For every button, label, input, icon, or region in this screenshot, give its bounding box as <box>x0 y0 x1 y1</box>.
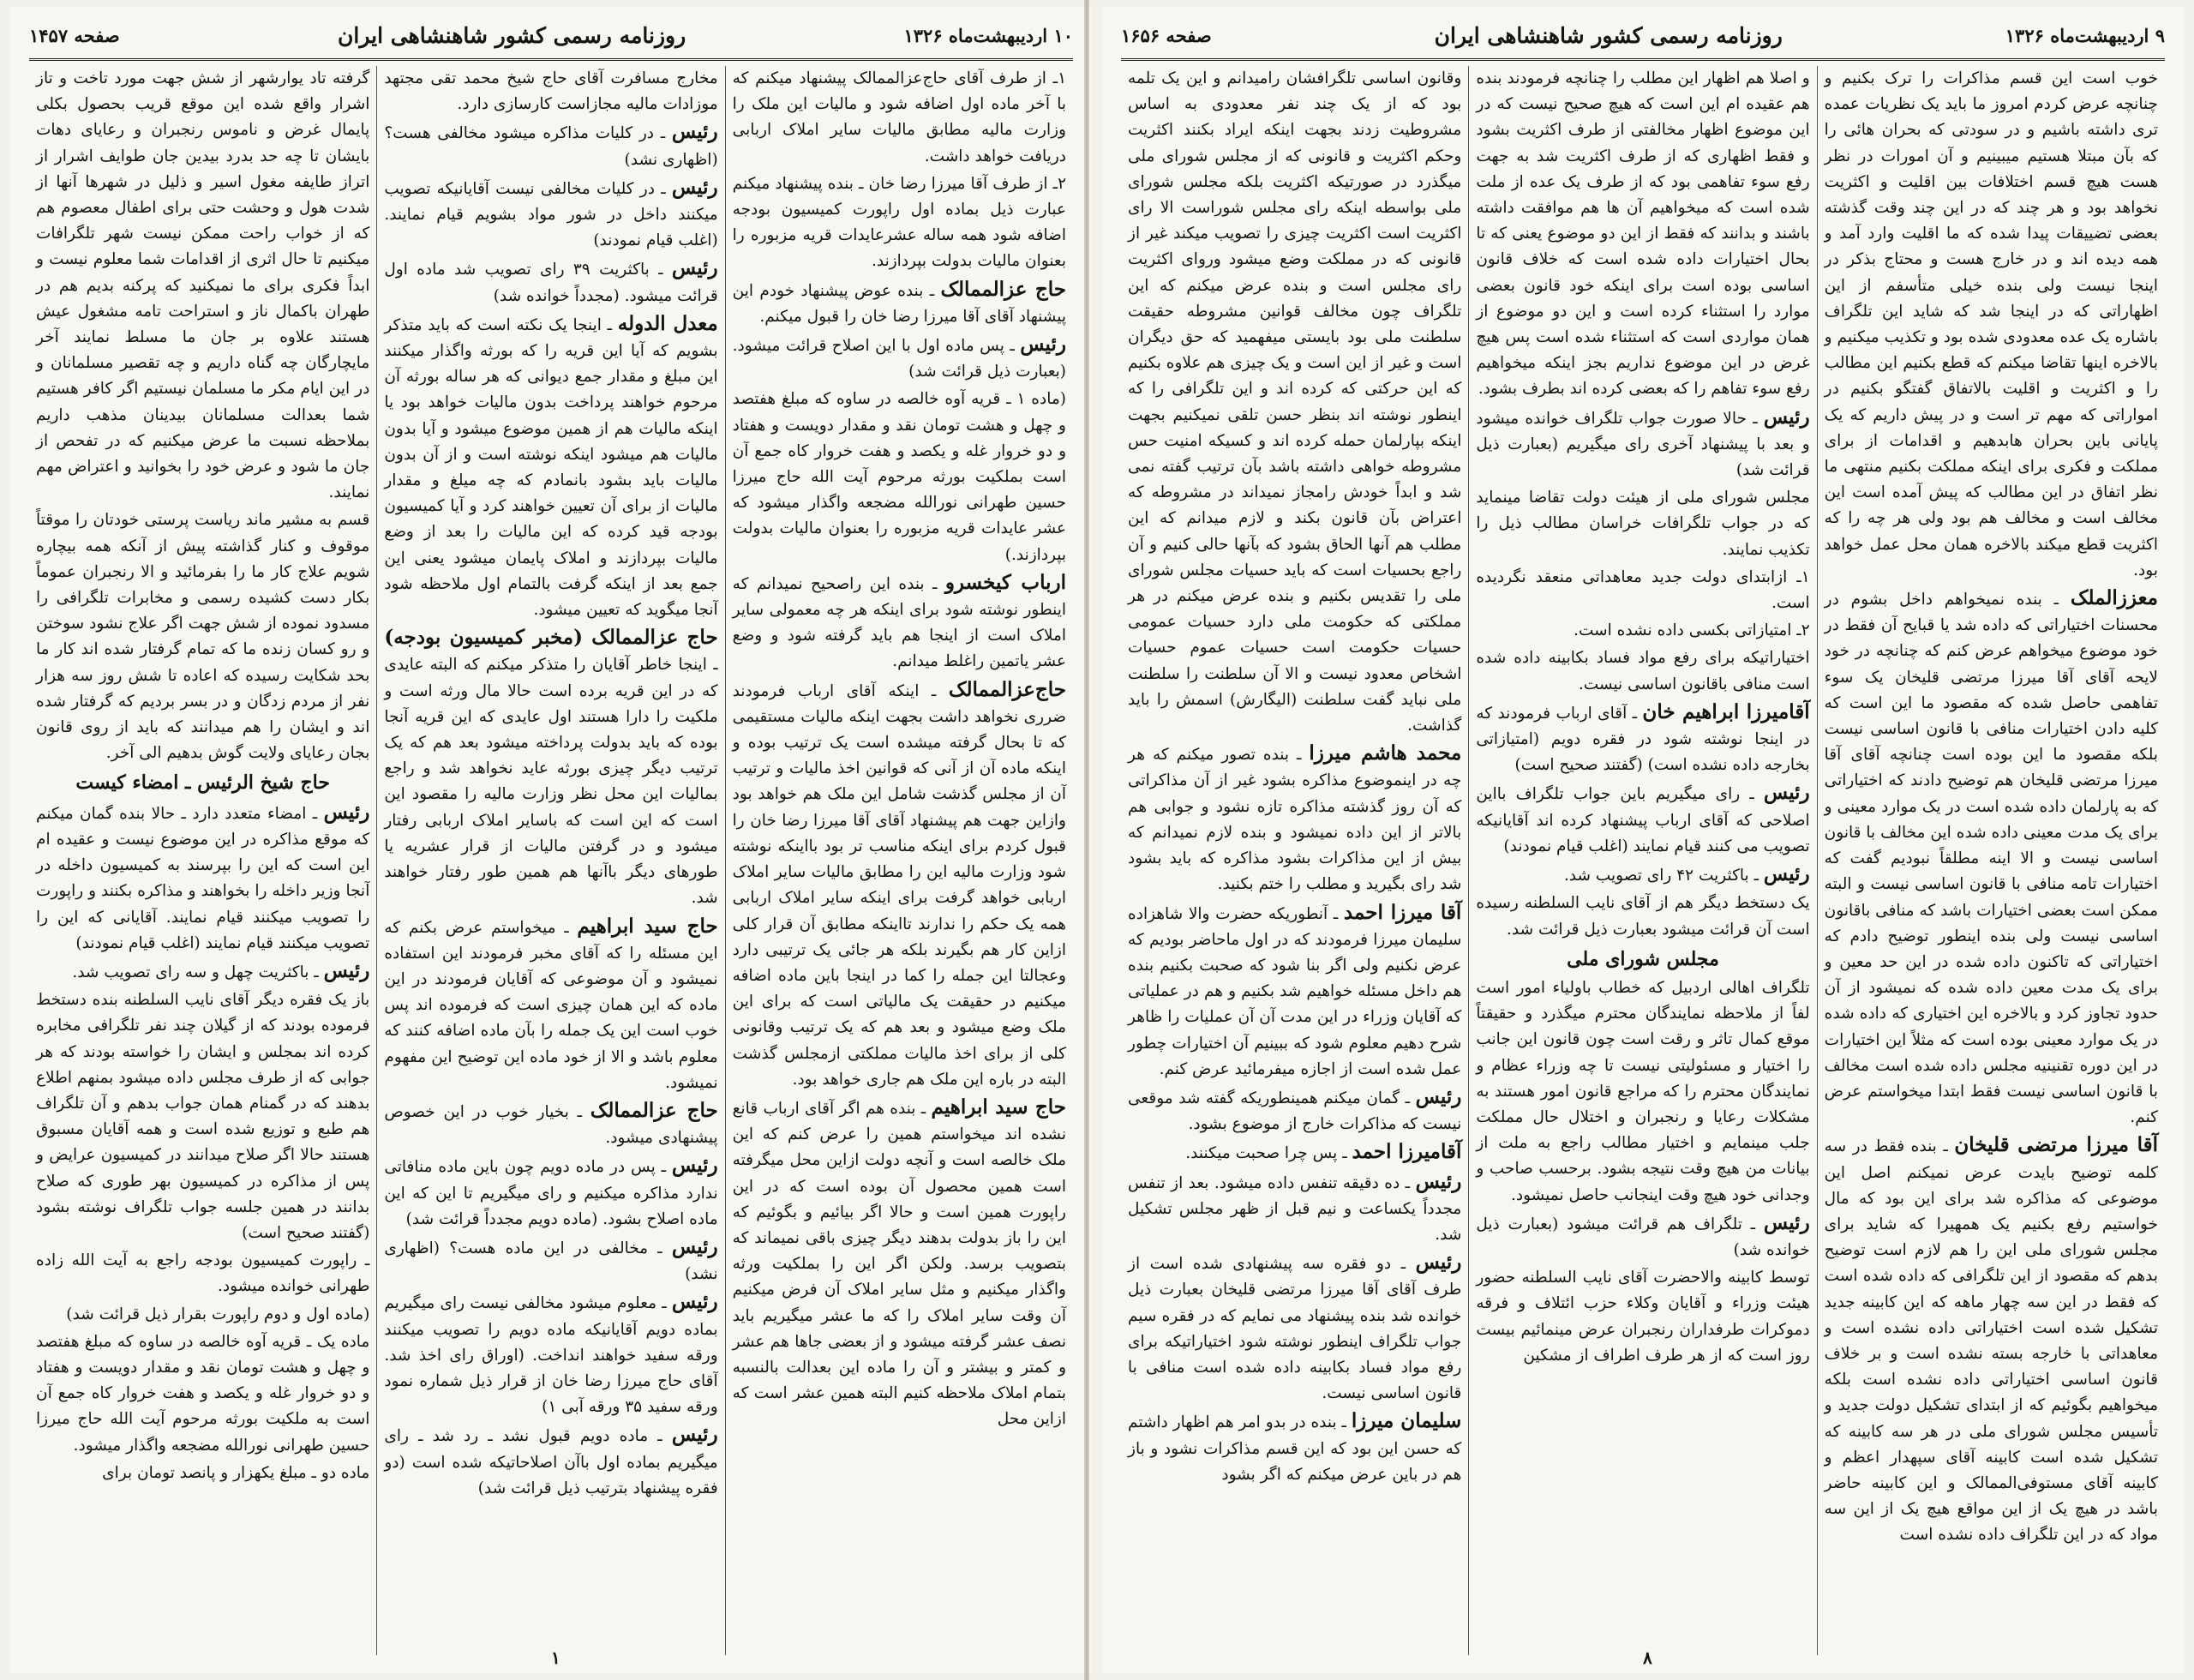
right-page-column-3 <box>1121 66 1468 1655</box>
article-paragraph <box>1476 405 1809 484</box>
speaker-name: آقا میرزا مرتضی قلیخان <box>1954 1133 2158 1157</box>
paragraph-text: اختیاراتیکه برای رفع مواد فساد بکابینه داده شده است منافی باقانون اساسی نیست. <box>1476 649 1810 693</box>
left-page-columns <box>29 66 1073 1655</box>
paragraph-text: ۲ـ از طرف آقا میرزا رضا خان ـ بنده پیشنهاد میکنم عبارت ذیل بماده اول راپورت کمیسیون بودجه اضافه شود همه ساله عشرعایدات قریه مزبوره را بعنوان مالیات بدولت بپردازند. <box>732 174 1066 271</box>
speaker-name: حاج عزالممالک <box>940 277 1067 301</box>
article-paragraph <box>384 625 717 911</box>
article-paragraph <box>384 175 717 255</box>
article-paragraph <box>36 1329 369 1459</box>
article-paragraph <box>1476 861 1809 889</box>
right-page-footer-number: ۸ <box>1643 1647 1652 1668</box>
paragraph-text: توسط کابینه والاحضرت آقای نایب السلطنه حضور هیئت وزراء و آقایان وکلاء حزب ائتلاف و فرقه دموکرات طرفداران رنجبران عرض مینمائیم بیست روز است که از هر طرف اطراف از مشکین <box>1476 1269 1810 1365</box>
paragraph-text: ـ در کلیات مذاکره میشود مخالفی هست؟ (اظهاری نشد) <box>384 124 718 169</box>
paragraph-text: ـ اینکه آقای ارباب فرمودند ضرری نخواهد داشت بجهت اینکه مالیات مستقیمی که تا بحال گرفته میشده است یک ترتیب بوده و اینکه ماده آن از آنی که قوانین اخذ مالیات و ترتیب آن از مجلس گذشت شامل این ملک هم خواهد بود وازاین جهت هم پیشنهاد آقای آقا میرزا رضا خان را قبول کردم برای اینکه مناسب تر بود بااینکه نوشته شود وزارت مالیه این را مطابق مالیات سایر املاک اربابی خواهد گرفت برای اینکه سایر املاک اربابی همه یک حکم را ندارند تااینکه مطابق آن قرار کلی ازاین کار هم بگیرند بلکه هر جائی یک ترتیبی دارد وعجالتا این جمله را کما در اینجا باین ماده اضافه میکنیم در حقیقت یک مالیاتی است که برای این ملک وضع میشود و بعد هم که یک ترتیب وقانونی کلی از برای اخذ مالیات مملکتی ازمجلس گذشت البته در باره این ملک هم جاری خواهد بود. <box>732 681 1066 1089</box>
paragraph-text: ـ بنده تصور میکنم که هر چه در اینموضوع مذاکره بشود غیر از آن مذاکراتی که آن روز گذشته مذاکره تازه نشود و جوابی هم بالاتر از این داده نمیشود و بنده لازم نمیدانم که بیش از این مذاکرات بشود مذاکره که باید بشود شد رای بگیرید و مطلب را ختم بکنید. <box>1128 746 1462 894</box>
speaker-name: رئیس <box>1763 781 1810 805</box>
right-page-header <box>1121 12 2165 61</box>
speaker-name: رئیس <box>1415 1169 1462 1193</box>
right-page-column-2 <box>1468 66 1816 1655</box>
paragraph-text: ـ بنده هم اگر آقای ارباب قانع نشده اند میخواستم همین را عرض کنم که این ملک خالصه است و آنچه دولت ازاین محل میگرفته است همین محصول آن بوده است که در این راپورت همین است و حالا اگر بیائیم و بگوئیم که این را باز بدولت بدهند دیگر چیزی باقی نمیماند که بتصویب برسد. ولکن اگر این را بملکیت ورثه واگذار میکنیم و مثل سایر املاک آن فرض میکنیم آن وقت سایر املاک را که ما عشر میگیریم باید نصف عشر گرفته میشود و از بعضی جاها هم عشر و کمتر و بیشتر و آن را ماده این بعدالت بالنسبه بتمام املاک ملاحظه کنیم البته همین عشر است که ازاین محل <box>732 1099 1066 1429</box>
paragraph-text: ـ بنده فقط در سه کلمه توضیح بایدت عرض نمیکنم اصل این موضوعی که مذاکره شد برای این بود که مال خواستیم رفع بکنیم یک همهیرا که شاید برای مجلس شورای ملی این را هم لازم است توضیح بدهم که مقصود از این تلگرافی که داده شده است که فقط در این سه چهار ماهه که این کابینه جدید تشکیل شده است اختیاراتی داده نشده است و معاهداتی با خارجه بسته نشده است و بر خلاف قانون اساسی اختیاراتی داده نشده است بلکه میخواهیم بگوئیم که از ابتدای تشکیل دولت جدید و تأسیس مجلس شورای ملی در هر سه کابینه که تشکیل شده است کابینه آقای سپهدار اعظم و کابینه آقای مستوفی‌الممالک و این کابینه حاضر باشد در هیچ یک از این مواقع هیچ یک از این سه مواد که در این تلگراف داده نشده است <box>1824 1137 2158 1545</box>
article-paragraph <box>384 914 717 1096</box>
speaker-name: حاج سید ابراهیم <box>931 1095 1067 1119</box>
left-page-header <box>29 12 1073 61</box>
article-paragraph <box>1128 741 1461 897</box>
left-page-number: صفحه ۱۴۵۷ <box>29 24 120 46</box>
article-paragraph <box>1128 1169 1461 1249</box>
article-paragraph <box>1476 485 1809 563</box>
article-paragraph <box>1476 1210 1809 1263</box>
article-paragraph <box>384 1234 717 1287</box>
article-paragraph <box>1128 900 1461 1083</box>
article-paragraph <box>1476 780 1809 860</box>
speaker-name: حاج سید ابراهیم <box>577 914 718 938</box>
right-page <box>1102 7 2184 1673</box>
article-paragraph <box>733 677 1066 1093</box>
article-paragraph <box>384 255 717 309</box>
article-paragraph <box>384 311 717 623</box>
paragraph-text: ـ باکثریت چهل و سه رای تصویب شد. <box>72 963 319 981</box>
paragraph-text: ـ در کلیات مخالفی نیست آقایانیکه تصویب میکنند داخل در شور مواد بشویم قیام نمایند. (اغلب قیام نمودند) <box>384 179 718 250</box>
speaker-name: رئیس <box>1763 405 1810 429</box>
article-paragraph <box>1476 565 1809 616</box>
article-paragraph <box>733 387 1066 567</box>
speaker-name: حاج عزالممالک (مخبر کمیسیون بودجه) <box>384 626 718 650</box>
paragraph-text: ـ بنده نمیخواهم داخل بشوم در محسنات اختیاراتی که داده شد یا قبایح آن فقط در خود موضوع میخواهم عرض کنم که چنانچه در خود لایحه آقای آقا میرزا مرتضی قلیخان یک سوء تفاهمی حاصل شده که مقصود ما این است که کلیه دادن اختیارات منافی با قانون اساسی نیست بلکه مقصود ما این بوده است چنانچه آقای آقا میرزا مرتضی قلیخان هم توضیح دادند که اختیاراتی که به پارلمان داده شده است در یک موارد معینی و برای یک مدت معینی داده شده این مخالف با قانون اساسی نیست و الا اینه مطلقاً نبودیم گفت که اختیارات تامه منافی با قانون اساسی نیست و البته ممکن است بعضی اختیارات باشد که منافی باقانون اساسی نیست ولی بنده اینطور توضیح دادم که اختیاراتی که تاکنون داده شده در این حد معین و برای یک مدت معین داده شده که نمیشود از آن حدود تجاوز کرد و بالاخره این اختیاری که داده شده در یک موارد معینی بوده است که مثلاً این اختیارات در این دوره تقنینیه مجلس داده شده است مخالف با قانون اساسی نیست فقط ابتدا میخواستم عرض کنم. <box>1824 591 2158 1127</box>
article-paragraph <box>1128 1084 1461 1137</box>
right-page-number: صفحه ۱۶۵۶ <box>1121 24 1212 46</box>
speaker-name: معدل الدوله <box>617 311 718 335</box>
paragraph-text: ۱ـ ازابتدای دولت جدید معاهداتی منعقد نگردیده است. <box>1476 567 1810 613</box>
paragraph-text: ـ بنده عوض پیشنهاد خودم این پیشنهاد آقای آقا میرزا رضا خان را قبول میکنم. <box>732 281 1066 326</box>
speaker-name: رئیس <box>671 175 718 199</box>
paragraph-text: خوب است این قسم مذاکرات را ترک بکنیم و چنانچه عرض کردم امروز ما باید یک نظریات عمده تری داشته باشیم و در سودتی که بحران هائی را که بآن مبتلا هستیم میبینیم و آن امورات در نظر هست هیچ قسم اختلافات بین اقلیت و اکثریت نخواهد بود و هر چند که در این چند وقت گذشته بعضی تضییقات پیدا شده که ما اقلیت وارد آمد و همه دیده اند و در خارج هست و محتاج بذکر در اینجا نیست ولی بنده خیلی متأسفم از این اظهاراتی که در اینجا شد که شاید این تلگراف باشاره یک عده معدودی شده بود و تکذیب میکنیم و بالاخره اینها تقاضا میکنم که قطع بکنیم این مطالب را و اکثریت و اقلیت بالاتفاق گفتگو بکنیم در امواراتی که مهم تر است و در پیش داریم که یک پایانی باین بحران هابدهیم و اقدامات از برای مملکت و فکری برای اینکه مملکت بکنیم منتهی ما نظر اتفاق در این مطالب که پیش آمده است این مخالف است و مخالف هم بود ولی هر چه را که اکثریت قطع میکند بالاخره همان محل عمل خواهد بود. <box>1824 69 2158 579</box>
paragraph-text: گرفته تاد یوارشهر از شش جهت مورد تاخت و تاز اشرار واقع شده این موقع قریب بحصول بکلی پایمال غرض و ناموس رنجبران و رعایای دهات بایشان تا چه حد بدرد بیدین جان طوایف اشرار از اتراز طایفه مغول اسیر و ذلیل در شهرها آنها از شدت هول و وحشت حتی برای اطفال معصوم هم که از خواب راحت ممکن نیست شهر تلگرافات میکنیم تا حال اثری از اقدامات شما معلوم نیست و ابداً فکری برای ما نمیکنید که پرکنه بدیم هم در طهران باکمال ناز و استراحت تامه مشغول عیش هستند علاوه بر جان ما مسلط نمایند آخر مایچارگان چه گناه داریم و چه تقصیر مسلمانان و در این ایام مکر ما مسلمان نیستیم اگر کافر هستیم شما بعدالت مسلمانان بیدینان مذهب داریم بملاحظه نسبت ما عرض میکنیم که در تفحص از جان ما شود و عرض خود را بخوانید و اعتراض مهم نمایند. <box>36 69 370 502</box>
article-paragraph <box>384 66 717 117</box>
paragraph-text: ـ بنده این راصحیح نمیدانم که اینطور نوشته شود برای اینکه هر چه معمولی سایر املاک است از اینجا هم باید گرفته شود و وضع عشر یاتمین راغلط میدانم. <box>732 574 1066 671</box>
speaker-name: رئیس <box>671 120 718 144</box>
right-page-columns <box>1121 66 2165 1655</box>
speaker-name: رئیس <box>1415 1084 1462 1108</box>
paragraph-text: قسم به مشیر ماند ریاست پرستی خودتان را موقتاً موقوف و کنار گذاشته پیش از آنکه همه بیچاره شویم علاج کار ما را بفرمائید و الا رنجبران عموماً بکار دست کشیده رسمی و مخابرات تلگرافی را مسدود نموده از شش جهت اگر علاج نشود سوختن و رو کسان زنده ما که تمام گرفتار شده اند کار ما بحد شکایت رسیده که اعاده تا شش روز سه هزار نفر از مردم زدگان و در بسر بردیم که گرفتار شده اند و ایشان را هم میدانند که باید از روی قانون بجان رعایای ولایت گوش بدهیم الی آخر. <box>36 511 370 763</box>
paragraph-text: ـ ماده دویم قبول نشد ـ رد شد ـ رای میگیریم بماده اول باآن اصلاحاتیکه شده است (دو فقره پیشنهاد بترتیب ذیل قرائت شد) <box>384 1427 718 1497</box>
paragraph-text: ـ اینجا خاطر آقایان را متذکر میکنم که البته عایدی که در این قریه برده است حالا مال ورثه است و ملکیت را دارا هستند اول عایدی که این قریه آنجا بوده که باید بدولت پرداخته میشود بعد هم که یک ترتیب دیگر چیزی بورثه عاید نخواهد شد و راجع بمالیات این محل نظر وزارت مالیه را مقصود این است که این است که باسایر املاک اربابی رفتار میشود و در گرفتن مالیات از قرار عشریه یا طورهای دیگر باآنها هم همین طور رفتار خواهند شد. <box>384 656 718 908</box>
paragraph-text: یک دستخط دیگر هم از آقای نایب السلطنه رسیده است آن قرائت میشود بعبارت ذیل قرائت شد. <box>1476 894 1810 939</box>
article-paragraph <box>384 119 717 172</box>
article-paragraph <box>1476 975 1809 1209</box>
left-page-column-3 <box>29 66 376 1655</box>
speaker-name: رئیس <box>671 1423 718 1447</box>
left-page-column-1 <box>725 66 1073 1655</box>
paragraph-text: ـ حالا صورت جواب تلگراف خوانده میشود و بعد با پیشنهاد آخری رای میگیریم (بعبارت ذیل قرائت شد) <box>1476 409 1810 480</box>
speaker-name: سلیمان میرزا <box>1351 1409 1462 1433</box>
paragraph-text: ۲ـ امتیازاتی بکسی داده نشده است. <box>1574 621 1810 640</box>
speaker-name: آقامیرزا ابراهیم خان <box>1642 699 1810 723</box>
left-page-masthead: روزنامه رسمی کشور شاهنشاهی ایران <box>338 22 686 48</box>
article-paragraph <box>733 171 1066 275</box>
speaker-name: آقامیرزا احمد <box>1352 1140 1462 1164</box>
article-paragraph <box>733 277 1066 330</box>
article-paragraph <box>1825 585 2158 1131</box>
article-paragraph <box>1476 699 1809 779</box>
speaker-name: رئیس <box>1415 1251 1462 1275</box>
article-paragraph <box>1128 1408 1461 1488</box>
centered-heading: حاج شیخ الرئیس ـ امضاء کیست <box>75 771 330 795</box>
article-paragraph <box>36 958 369 986</box>
paragraph-text: ـ راپورت کمیسیون بودجه راجع به آیت الله زاده طهرانی خوانده میشود. <box>36 1251 370 1296</box>
article-paragraph <box>1825 1132 2158 1548</box>
article-paragraph <box>733 1095 1066 1433</box>
paragraph-text: ـ آنطوریکه حضرت والا شاهزاده سلیمان میرزا فرمودند که در اول ماحاضر بودیم که عرض نکنیم ولی اگر بنا شود که صحبت بکنیم بنده هم داخل مسئله خواهیم شد بکنیم و هم در عملیاتی که آقایان وزراء در این مدت آن آن عملیات را ظاهر شرح دهیم معلوم شود که ببینیم آن اختیارات چطور عمل شده است از اجازه میفرمائید عرض کنم. <box>1128 904 1462 1078</box>
article-paragraph <box>733 332 1066 385</box>
paragraph-text: ماده دو ـ مبلغ یکهزار و پانصد تومان برای <box>102 1463 370 1482</box>
right-page-masthead: روزنامه رسمی کشور شاهنشاهی ایران <box>1434 22 1783 48</box>
article-paragraph <box>1476 891 1809 942</box>
article-paragraph <box>384 1098 717 1151</box>
right-page-column-1 <box>1817 66 2165 1655</box>
speaker-name: رئیس <box>323 800 370 824</box>
paragraph-text: ـ بنده در بدو امر هم اظهار داشتم که حسن این بود که این قسم مذاکرات نشود و باز هم در باین عرض میکنم که اگر بشود <box>1128 1413 1462 1484</box>
article-paragraph <box>1128 1139 1461 1167</box>
left-page <box>10 7 1092 1673</box>
article-paragraph <box>384 1153 717 1233</box>
paragraph-text: ـ گمان میکنم همینطوریکه گفته شد موقعی نیست که مذاکرات خارج از موضوع بشود. <box>1128 1089 1462 1134</box>
paragraph-text: باز یک فقره دیگر آقای نایب السلطنه بنده دستخط فرموده بودند که از گیلان چند نفر تلگرافی مخابره کرده اند بمجلس و ایشان را خواسته بودند که هر جوابی که از طرف مجلس داده میشود بمنهم اطلاع بدهند که در گمنام همان جواب بدهم و آن تلگراف هم طبع و توزیع شده است و همه آقایان مسبوق هستند حالا اگر صلاح میدانند در کمیسیون عرایض و پس از مذاکره در کمیسیون بهر طوری که صلاح بدانند در همین جلسه جواب تلگراف نوشته بشود (گفتند صحیح است) <box>36 991 370 1242</box>
article-paragraph <box>1128 66 1461 739</box>
paragraph-text: تلگراف اهالی اردبیل که خطاب باولیاء امور است لفاً از ملاحظه نمایندگان محترم میگذرد و حقیقتاً موقع کمال تاثر و رقت است چون قانون این جانب را اختیار و مسئولیتی نیست تا چه وزراء عظام و نمایندگان محترم را که مراجع قانون امور هستند به مشکلات رعایا و رنجبران و اختلال حال مملکت جلب مینمایم و اختیار مطالب راجع به ملت از بیانات من هیچ وقت نتیجه بشود. برحسب صاحب و وجدانی خود هیچ وقت اینجانب حاصل نمیشود. <box>1476 978 1810 1204</box>
paragraph-text: ـ پس در ماده دویم چون باین ماده منافاتی ندارد مذاکره میکنیم و رای میگیریم تا این که این ماده اصلاح بشود. (ماده دویم مجدداً قرائت شد) <box>384 1158 718 1228</box>
article-paragraph <box>36 800 369 957</box>
centered-heading: مجلس شورای ملی <box>1567 947 1719 970</box>
left-page-footer-number: ۱ <box>551 1647 560 1668</box>
paragraph-text: ـ آقای ارباب فرمودند که در اینجا نوشته شود در فقره دویم (امتیازاتی بخارجه داده نشده است) (گفتند صحیح است) <box>1476 704 1810 775</box>
article-paragraph <box>1476 618 1809 644</box>
left-page-column-2 <box>376 66 724 1655</box>
paragraph-text: ۱ـ از طرف آقای حاج‌عزالممالک پیشنهاد میکنم که با آخر ماده اول اضافه شود و مالیات این ملک را وزارت مالیه مطابق مالیات سایر املاک اربابی دریافت خواهد داشت. <box>732 69 1066 165</box>
article-paragraph <box>36 1248 369 1299</box>
article-paragraph <box>384 1422 717 1502</box>
speaker-name: رئیس <box>1763 862 1810 886</box>
speaker-name: رئیس <box>671 1154 718 1178</box>
left-page-date: ۱۰ اردیبهشت‌ماه ۱۳۲۶ <box>903 24 1073 46</box>
article-paragraph <box>1128 1250 1461 1407</box>
paragraph-text: و اصلا هم اظهار این مطلب را چنانچه فرمودند بنده هم عقیده ام این است که هیچ صحیح نیست که در این موضوع اظهار مخالفتی از طرف اکثریت بشود و فقط اظهاری که از طرف اکثریت شد به جهت رفع سوء تفاهمی بود که از طرف یک عده از ملت شده است که میخواهیم آن ها هم موافقت داشته باشند و بدانند که فقط از این دو موضوع یعنی که تا بحال اختیارات داده شده است که خلاف قانون اساسی بوده است برای اینکه خود قانون بعضی موارد را استثناء کرده است و این دو موضوع از همان مواردی است که استثناء شده است پس هیچ غرض در این موضوع نداریم بجز اینکه میخواهیم رفع سوء تفاهم را که بعضی کرده اند بطرف بشود. <box>1476 69 1810 399</box>
paragraph-text: ماده یک ـ قریه آوه خالصه در ساوه که مبلغ هفتصد و چهل و هشت تومان نقد و مقدار دویست و هفتاد و دو خروار غله و یکصد و هفت خروار کاه جمع آن است به ملکیت بورثه مرحوم آیت الله حاج میرزا حسین طهرانی نورالله مضجعه واگذار میشود. <box>36 1332 370 1455</box>
right-page-date: ۹ اردیبهشت‌ماه ۱۳۲۶ <box>2005 24 2165 46</box>
speaker-name: محمد هاشم میرزا <box>1309 741 1462 765</box>
paragraph-text: مخارج مسافرت آقای حاج شیخ محمد تقی مجتهد موزادات مالیه مجازاست کارسازی دارد. <box>384 69 718 114</box>
paragraph-text: ـ دو فقره سه پیشنهادی شده است از طرف آقای آقا میرزا مرتضی قلیخان بعبارت ذیل خوانده شد بنده پیشنهاد می نمایم که در فقره سیم جواب تلگراف اینطور نوشته شود اختیاراتیکه برای رفع مواد فساد بکابینه داده شده است منافی با قانون اساسی نیست. <box>1128 1255 1462 1403</box>
newspaper-spread <box>10 7 2184 1673</box>
article-paragraph <box>36 1461 369 1486</box>
page-gutter <box>1084 0 1089 1680</box>
speaker-name: حاج عزالممالک <box>590 1098 718 1122</box>
speaker-name: رئیس <box>1763 1210 1810 1234</box>
article-paragraph <box>1476 66 1809 403</box>
paragraph-text: ـ میخواستم عرض بکنم که این مسئله را که آقای مخبر فرمودند این استفاده نمیشود و آن موضوعی که آقایان فرمودند در این ماده که این همان چیزی است که فرموده اند پس خوب است این یک جمله را بآن ماده اضافه کنند که معلوم باشد و الا از خود ماده این توضیح این مفهوم نمیشود. <box>384 918 718 1092</box>
paragraph-text: (ماده اول و دوم راپورت بقرار ذیل قرائت شد) <box>66 1305 370 1323</box>
paragraph-text: ـ بخیار خوب در این خصوص پیشنهادی میشود. <box>384 1102 718 1148</box>
paragraph-text: ـ باکثریت ۴۲ رای تصویب شد. <box>1563 867 1759 885</box>
speaker-name: رئیس <box>671 1234 718 1258</box>
paragraph-text: مجلس شورای ملی از هیئت دولت تقاضا مینماید که در جواب تلگرافات خراسان مطالب ذیل را تکذیب نمایند. <box>1476 489 1810 559</box>
article-paragraph <box>384 1289 717 1420</box>
paragraph-text: ـ اینجا یک نکته است که باید متذکر بشویم که آیا این قریه را که بورثه واگذار میکنند این مبلغ و مقدار جمع دیوانی که هر ساله بورثه آن مرحوم خواهند پرداخت بدون مالیات خواهد بود یا اینکه مالیات هم از همین موضوع میشود و آیا بدون مالیات هم میشود اینکه نوشته است و از آن بدون مالیات باید بشود بانمادم که چه میلغ و مقدار مالیات از برای آن تعیین خواهند کرد و آیا کمیسیون بودجه قید کرده که این مالیات را بعد از وضع مالیات بپردازند و املاک پایمان میشود یعنی این جمع بعد از اینکه گرفت بالتمام اول ملاحظه شود آنجا میگوید که تعیین میشود. <box>384 315 718 620</box>
paragraph-text: ـ معلوم میشود مخالفی نیست رای میگیریم بماده دویم آقایانیکه ماده دویم را تصویب میکنند ورقه سفید خواهند انداخت. (اوراق رای اخذ شد. آقای حاج میرزا رضا خان از قرار ذیل شماره نمود ورقه سفید ۳۵ ورقه آبی ۱) <box>384 1294 718 1417</box>
speaker-name: حاج‌عزالممالک <box>948 677 1066 701</box>
speaker-name: ارباب کیخسرو <box>944 570 1066 594</box>
article-paragraph <box>1476 1265 1809 1369</box>
paragraph-text: ـ باکثریت ۳۹ رای تصویب شد ماده اول قرائت میشود. (مجدداً خوانده شد) <box>384 261 718 305</box>
article-paragraph <box>36 507 369 766</box>
paragraph-text: ـ پس چرا صحبت میکنند. <box>1185 1144 1347 1163</box>
paragraph-text: وقانون اساسی تلگرافشان رامیدانم و این یک تلمه بود که از یک چند نفر معدودی به اساس مشروطیت زدند بجهت اینکه ایراد بکنند اکثریت وحکم اکثریت و قانونی که از مجلس شورای ملی میگذرد در صورتیکه اکثریت بلکه مجلس شورای ملی بواسطه اینکه رای مجلس شوراست الا رای اکثریت است اکثریت چیزی را تصویب میکند غیر از قانونی که در مملکت وضع میشود وروای اکثریت رای مجلس است و بنده عرض میکنم که این تلگراف چون مخالف قوانین مشروطه حقیقت سلطنت ملی بود بایستی میفهمید که حق دیگران است و غیر از این است و یک چیزی هم علاوه بکنیم که این حرکتی که کرده اند و این تلگرافی را که اینطور نوشته اند بنظر حسن تلقی نمیکنیم بجهت اینکه بپارلمان حمله کرده اند و کسیکه امنیت حس مشروطه خواهی داشته باشد بآن ترتیب گفته نمی شد و ابداً خودش رامجاز نمیداند در مشروطه که اعتراض بآن قانون بکند و لازم میدانم که این مطلب هم آنها الحاق بشود که بآنها حالی کنیم و آن راجع بحسیات است که باید حسیات مجلس شورای ملی را تقدیس بکنیم و بنده عرض میکنم در هر مملکتی که حکومت ملی دارد حسیات عمومی حسیات حکومت است حسیات عموم حسیات اشخاص معدود نیست و الا آن سلطنت را سلطنت ملی نباید گفت سلطنت (الیگارش) اسمش را باید گذاشت. <box>1128 69 1462 735</box>
article-paragraph <box>733 570 1066 675</box>
article-paragraph <box>36 66 369 506</box>
speaker-name: رئیس <box>323 958 370 982</box>
article-paragraph <box>1825 66 2158 584</box>
article-paragraph <box>1476 645 1809 697</box>
article-paragraph <box>36 1302 369 1328</box>
speaker-name: آقا میرزا احمد <box>1343 900 1462 924</box>
paragraph-text: ـ رای میگیریم باین جواب تلگراف بااین اصلاحی که آقای ارباب پیشنهاد کرده اند آقایانیکه تصویب می کنند قیام نمایند (اغلب قیام نمودند) <box>1476 785 1810 855</box>
paragraph-text: (ماده ۱ ـ قریه آوه خالصه در ساوه که مبلغ هفتصد و چهل و هشت تومان نقد و مقدار دویست و هفتاد و دو خروار غله و یکصد و هفت خروار کاه جمع آن است بملکیت بورثه مرحوم آیت الله حاج میرزا حسین طهرانی نورالله مضجعه واگذار میشود که عشر عایدات قریه مزبوره را بعنوان مالیات بدولت بپردازند.) <box>732 390 1066 564</box>
speaker-name: معززالملک <box>2070 586 2158 610</box>
paragraph-text: ـ مخالفی در این ماده هست؟ (اظهاری نشد) <box>384 1239 718 1284</box>
speaker-name: رئیس <box>671 1290 718 1314</box>
paragraph-text: ـ پس ماده اول با این اصلاح قرائت میشود. (بعبارت ذیل قرائت شد) <box>732 337 1066 381</box>
paragraph-text: ـ تلگراف هم قرائت میشود (بعبارت ذیل خوانده شد) <box>1476 1215 1810 1259</box>
paragraph-text: ـ امضاء متعدد دارد ـ حالا بنده گمان میکنم که موقع مذاکره در این موضوع نیست و عقیده ام این است که این را بپرسند به کمیسیون داخله در آنجا وزیر داخله را بخواهند و مذاکره بکنند و راپورت را تصویب میکنند قیام نمایند. آقایانی که این را تصویب میکنند قیام نمایند (اغلب قیام نمودند) <box>36 804 370 952</box>
article-paragraph <box>36 987 369 1246</box>
speaker-name: رئیس <box>1020 333 1067 357</box>
speaker-name: رئیس <box>671 256 718 280</box>
paragraph-text: ـ ده دقیقه تنفس داده میشود. بعد از تنفس مجدداً یکساعت و نیم قبل از ظهر مجلس تشکیل شد. <box>1128 1173 1462 1244</box>
article-paragraph <box>733 66 1066 170</box>
